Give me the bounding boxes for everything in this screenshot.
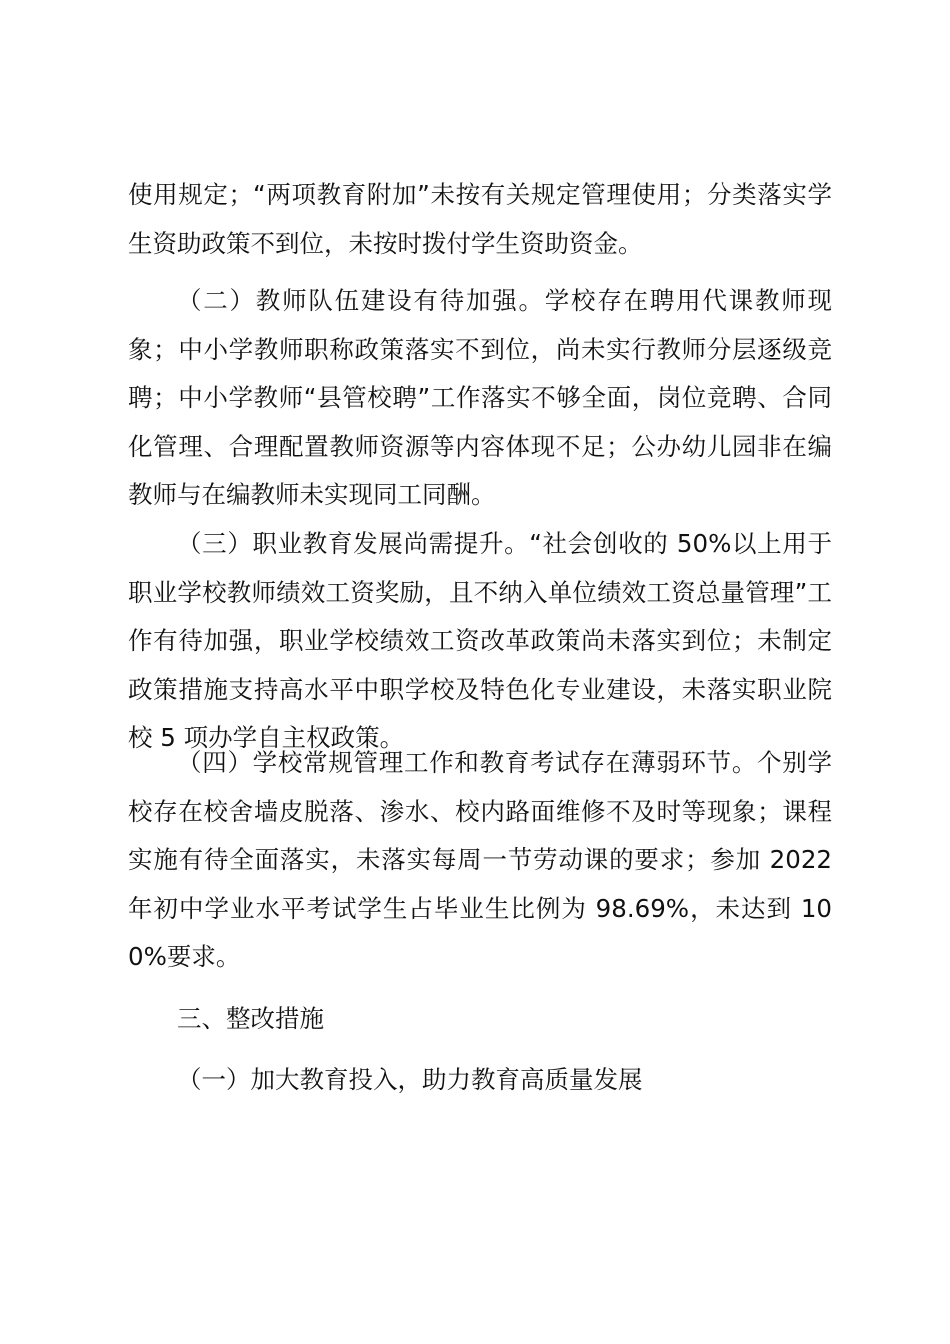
paragraph-continued: 使用规定；“两项教育附加”未按有关规定管理使用；分类落实学生资助政策不到位，未按时拨付学生资助资金。: [128, 180, 832, 258]
paragraph-vocational-education: （三）职业教育发展尚需提升。“社会创收的 50%以上用于职业学校教师绩效工资奖励，且不纳入单位绩效工资总量管理”工作有待加强，职业学校绩效工资改革政策尚未落实到位；未制定政策措施支持高水平中职学校及特色化专业建设，未落实职业院校 5 项办学自主权政策。: [128, 529, 832, 752]
paragraph-school-management: （四）学校常规管理工作和教育考试存在薄弱环节。个别学校存在校舍墙皮脱落、渗水、校内路面维修不及时等现象；课程实施有待全面落实，未落实每周一节劳动课的要求；参加 2022 年初中学业水平考试学生占毕业生比例为 98.69%，未达到 100%要求。: [128, 748, 832, 971]
paragraph-teacher-team: （二）教师队伍建设有待加强。学校存在聘用代课教师现象；中小学教师职称政策落实不到位，尚未实行教师分层逐级竞聘；中小学教师“县管校聘”工作落实不够全面，岗位竞聘、合同化管理、合理配置教师资源等内容体现不足；公办幼儿园非在编教师与在编教师未实现同工同酬。: [128, 286, 832, 509]
subsection-heading: （一）加大教育投入，助力教育高质量发展: [177, 1065, 643, 1094]
section-heading: 三、整改措施: [177, 1004, 324, 1033]
